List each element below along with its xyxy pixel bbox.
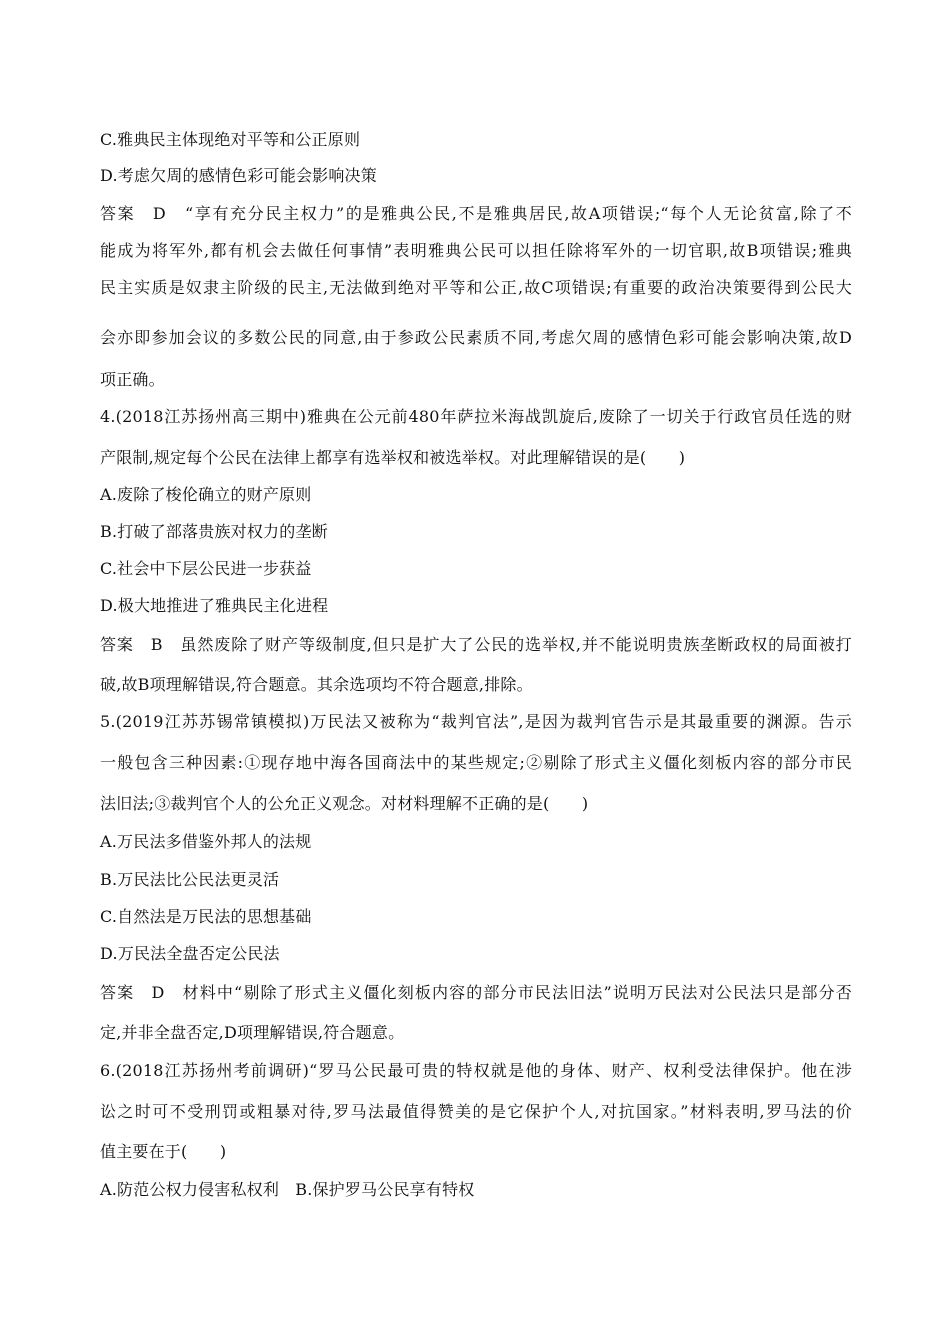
option-d-q3: D.考虑欠周的感情色彩可能会影响决策 bbox=[100, 166, 377, 185]
option-b-q5: B.万民法比公民法更灵活 bbox=[100, 870, 280, 889]
question-5-line-1: 5.(2019江苏苏锡常镇模拟)万民法又被称为“裁判官法”,是因为裁判官告示是其最重要的渊源。告示 bbox=[100, 712, 852, 731]
answer-q3-line-2: 能成为将军外,都有机会去做任何事情”表明雅典公民可以担任除将军外的一切官职,故B项错误;雅典 bbox=[100, 241, 852, 260]
option-a-q4: A.废除了梭伦确立的财产原则 bbox=[100, 485, 312, 504]
answer-q5-line-2: 定,并非全盘否定,D项理解错误,符合题意。 bbox=[100, 1023, 405, 1042]
answer-q3-line-3: 民主实质是奴隶主阶级的民主,无法做到绝对平等和公正,故C项错误;有重要的政治决策要得到公民大 bbox=[100, 278, 852, 297]
answer-q3-line-4: 会亦即参加会议的多数公民的同意,由于参政公民素质不同,考虑欠周的感情色彩可能会影响决策,故D bbox=[100, 328, 852, 347]
question-6-line-2: 讼之时可不受刑罚或粗暴对待,罗马法最值得赞美的是它保护个人,对抗国家。”材料表明,罗马法的价 bbox=[100, 1102, 852, 1121]
option-b-q4: B.打破了部落贵族对权力的垄断 bbox=[100, 522, 328, 541]
answer-q3-line-1: 答案 D “享有充分民主权力”的是雅典公民,不是雅典居民,故A项错误;“每个人无论贫富,除了不 bbox=[100, 204, 852, 223]
answer-q4-line-2: 破,故B项理解错误,符合题意。其余选项均不符合题意,排除。 bbox=[100, 675, 533, 694]
answer-q4-line-1: 答案 B 虽然废除了财产等级制度,但只是扩大了公民的选举权,并不能说明贵族垄断政权的局面被打 bbox=[100, 635, 852, 654]
options-ab-q6: A.防范公权力侵害私权利 B.保护罗马公民享有特权 bbox=[100, 1180, 475, 1199]
option-c-q5: C.自然法是万民法的思想基础 bbox=[100, 907, 312, 926]
question-4-line-2: 产限制,规定每个公民在法律上都享有选举权和被选举权。对此理解错误的是( ) bbox=[100, 448, 686, 467]
question-6-line-3: 值主要在于( ) bbox=[100, 1142, 227, 1161]
question-5-line-3: 法旧法;③裁判官个人的公允正义观念。对材料理解不正确的是( ) bbox=[100, 794, 589, 813]
option-d-q5: D.万民法全盘否定公民法 bbox=[100, 944, 280, 963]
option-c-q3: C.雅典民主体现绝对平等和公正原则 bbox=[100, 130, 361, 149]
question-6-line-1: 6.(2018江苏扬州考前调研)“罗马公民最可贵的特权就是他的身体、财产、权利受法律保护。他在涉 bbox=[100, 1061, 852, 1080]
answer-q5-line-1: 答案 D 材料中“剔除了形式主义僵化刻板内容的部分市民法旧法”说明万民法对公民法只是部分否 bbox=[100, 983, 852, 1002]
question-4-line-1: 4.(2018江苏扬州高三期中)雅典在公元前480年萨拉米海战凯旋后,废除了一切关于行政官员任选的财 bbox=[100, 407, 852, 426]
option-a-q5: A.万民法多借鉴外邦人的法规 bbox=[100, 832, 312, 851]
option-c-q4: C.社会中下层公民进一步获益 bbox=[100, 559, 312, 578]
answer-q3-line-5: 项正确。 bbox=[100, 370, 165, 389]
question-5-line-2: 一般包含三种因素:①现存地中海各国商法中的某些规定;②剔除了形式主义僵化刻板内容的部分市民 bbox=[100, 753, 852, 772]
option-d-q4: D.极大地推进了雅典民主化进程 bbox=[100, 596, 329, 615]
